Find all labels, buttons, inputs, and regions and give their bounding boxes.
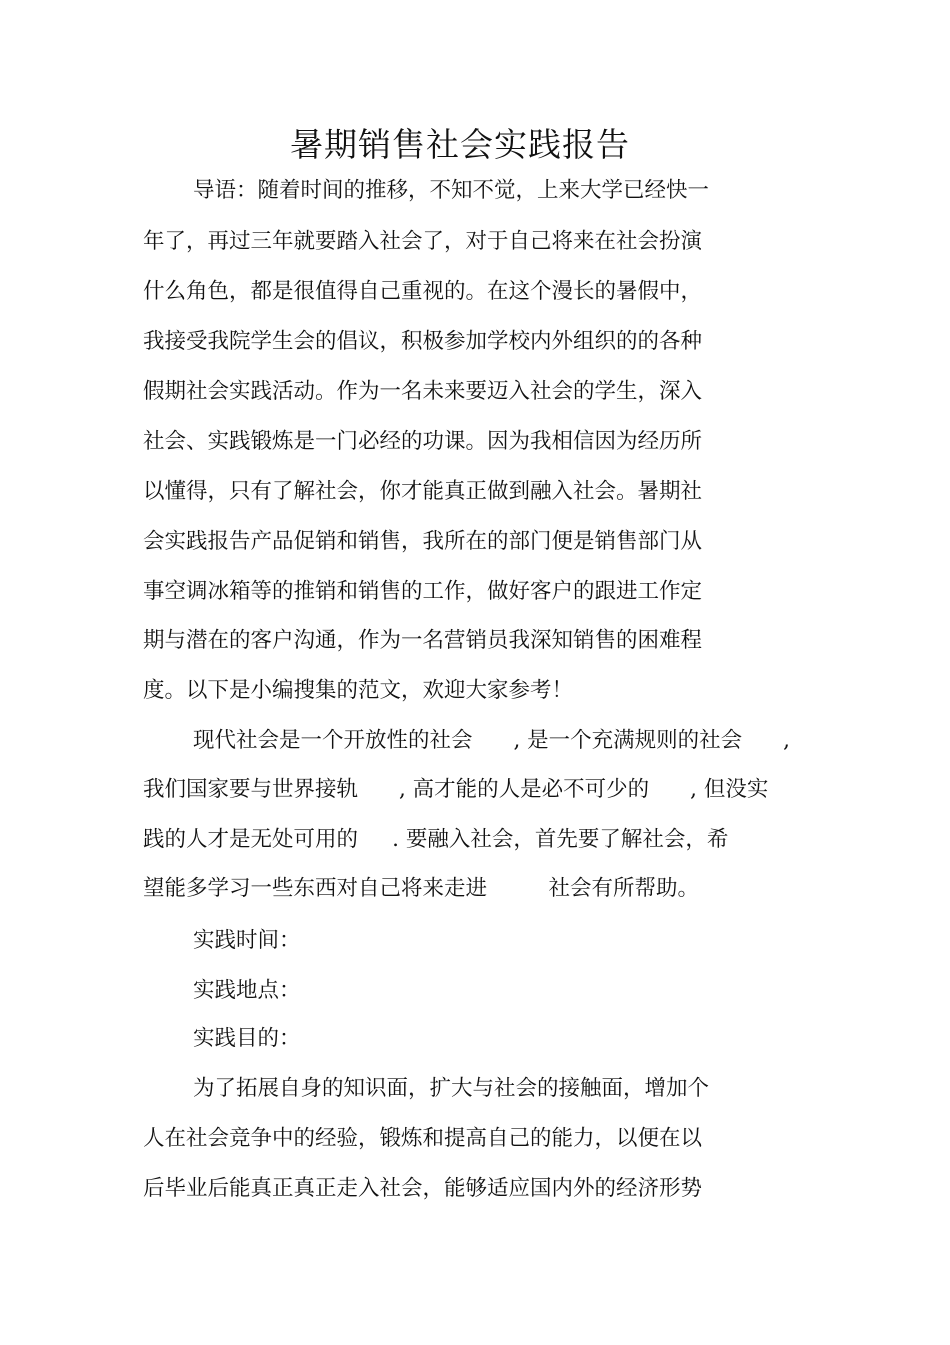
- society-line-2: 我们国家要与世界接轨 , 高才能的人是必不可少的 , 但没实: [143, 777, 769, 802]
- intro-line-6: 社会、实践锻炼是一门必经的功课。因为我相信因为经历所: [143, 429, 703, 454]
- document-title: 暑期销售社会实践报告: [290, 125, 630, 164]
- intro-line-3: 什么角色，都是很值得自己重视的。在这个漫长的暑假中，: [143, 279, 703, 304]
- purpose-line-1: 为了拓展自身的知识面，扩大与社会的接触面，增加个: [193, 1076, 710, 1101]
- intro-line-1: 导语：随着时间的推移，不知不觉，上来大学已经快一: [193, 178, 710, 203]
- intro-line-2: 年了，再过三年就要踏入社会了，对于自己将来在社会扮演: [143, 229, 703, 254]
- intro-line-4: 我接受我院学生会的倡议，积极参加学校内外组织的的各种: [143, 329, 703, 354]
- practice-location-label: 实践地点：: [193, 978, 301, 1003]
- society-line-3: 践的人才是无处可用的 . 要融入社会，首先要了解社会，希: [143, 827, 729, 852]
- purpose-line-3: 后毕业后能真正真正走入社会，能够适应国内外的经济形势: [143, 1176, 703, 1201]
- intro-line-7: 以懂得，只有了解社会，你才能真正做到融入社会。暑期社: [143, 479, 703, 504]
- practice-time-label: 实践时间：: [193, 928, 301, 953]
- practice-purpose-label: 实践目的：: [193, 1026, 301, 1051]
- intro-line-11: 度。以下是小编搜集的范文，欢迎大家参考！: [143, 678, 574, 703]
- intro-line-5: 假期社会实践活动。作为一名未来要迈入社会的学生，深入: [143, 379, 703, 404]
- purpose-line-2: 人在社会竞争中的经验，锻炼和提高自己的能力，以便在以: [143, 1126, 703, 1151]
- society-line-4: 望能多学习一些东西对自己将来走进 社会有所帮助。: [143, 876, 700, 901]
- intro-line-9: 事空调冰箱等的推销和销售的工作，做好客户的跟进工作定: [143, 579, 703, 604]
- intro-line-8: 会实践报告产品促销和销售，我所在的部门便是销售部门从: [143, 529, 703, 554]
- intro-line-10: 期与潜在的客户沟通，作为一名营销员我深知销售的困难程: [143, 628, 703, 653]
- society-line-1: 现代社会是一个开放性的社会 , 是一个充满规则的社会 ,: [193, 728, 791, 753]
